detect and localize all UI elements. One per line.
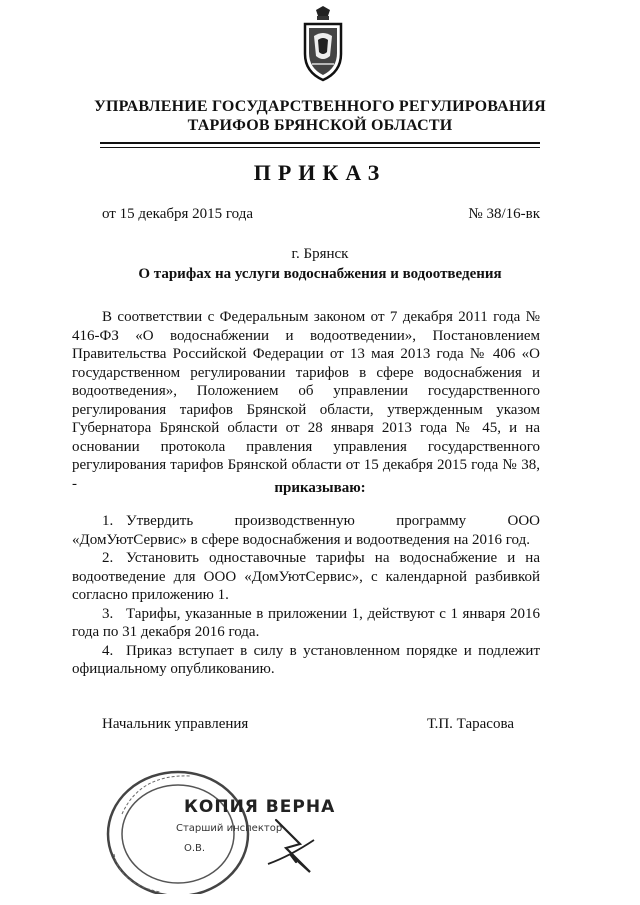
- list-item-number: 3.: [102, 605, 114, 622]
- document-city: г. Брянск: [291, 246, 349, 262]
- header-rule-thin: [100, 147, 540, 148]
- signer-name: Т.П. Тарасова: [426, 716, 514, 732]
- org-name-line-1: УПРАВЛЕНИЕ ГОСУДАРСТВЕННОГО РЕГУЛИРОВАНИЯ: [94, 98, 546, 115]
- document-number: № 38/16-вк: [468, 206, 540, 222]
- coat-of-arms-icon: [300, 6, 346, 84]
- list-item-number: 2.: [102, 550, 114, 566]
- stamp-role: Старший инспектор: [176, 823, 283, 834]
- document-type-title: ПРИКАЗ: [253, 160, 387, 185]
- list-item: [72, 512, 540, 549]
- preamble-text: В соответствии с Федеральным законом от 7 декабря 2011 года № 416-ФЗ «О водоснабжении и водоотведении», Постановлением Правительства Российской Федерации от 13 мая 2013 года № 406 «О государственном регулировании тарифов в сфере водоснабжения и водоотведения», Положением об управлении государственного регулирования тарифов Брянской области, утвержденным указом Губернатора Брянской области от 28 января 2013 года № 45, и на основании протокола правления управления государственного регулирования тарифов Брянской области от 15 декабря 2015 года № 38, -: [72, 309, 540, 492]
- order-items-list: [72, 512, 540, 679]
- header-rule-thick: [100, 142, 540, 144]
- list-item-text: Утвердить производственную программу ООО «ДомУютСервис» в сфере водоснабжения и водоотведения на 2016 год.: [72, 513, 540, 548]
- org-name-line-2: ТАРИФОВ БРЯНСКОЙ ОБЛАСТИ: [187, 117, 453, 134]
- document-subject: О тарифах на услуги водоснабжения и водоотведения: [138, 266, 502, 282]
- signer-title: Начальник управления: [102, 716, 249, 732]
- stamp-copy-verified: КОПИЯ ВЕРНА: [184, 797, 336, 817]
- document-date: от 15 декабря 2015 года: [102, 206, 254, 222]
- list-item-number: 4.: [102, 642, 114, 659]
- stamp-person: О.В.: [184, 843, 206, 854]
- list-item-text: Установить одноставочные тарифы на водоснабжение и на водоотведение для ООО «ДомУютСервис», с календарной разбивкой согласно приложению 1.: [72, 550, 540, 603]
- list-item: [72, 642, 540, 679]
- order-word: приказываю:: [274, 480, 366, 496]
- list-item-text: Приказ вступает в силу в установленном порядке и подлежит официальному опубликованию.: [72, 642, 540, 677]
- preamble-paragraph: [72, 308, 540, 493]
- list-item-text: Тарифы, указанные в приложении 1, действуют с 1 января 2016 года по 31 декабря 2016 года.: [72, 605, 540, 640]
- list-item: [72, 605, 540, 642]
- list-item: [72, 549, 540, 605]
- list-item-number: 1.: [102, 513, 114, 529]
- round-stamp-icon: [100, 744, 340, 894]
